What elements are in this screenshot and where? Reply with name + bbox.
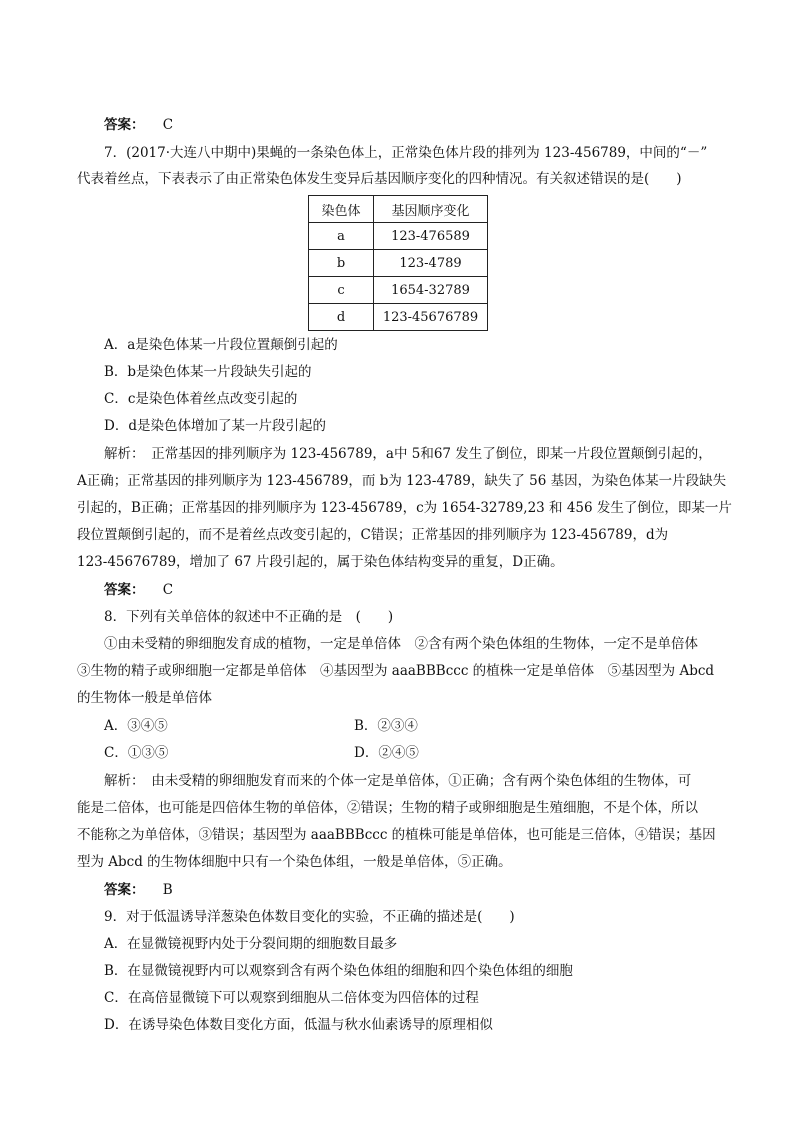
table-cell: 123-4789: [374, 250, 488, 277]
q9-stem: 9．对于低温诱导洋葱染色体数目变化的实验，不正确的描述是( ): [104, 909, 515, 925]
table-header: 染色体: [309, 196, 374, 223]
q7-option-c: C．c是染色体着丝点改变引起的: [104, 391, 298, 407]
answer-label: 答案：: [104, 117, 145, 133]
table-row: [309, 250, 488, 277]
q8-statement-line-2: ③生物的精子或卵细胞一定都是单倍体 ④基因型为 aaaBBBccc 的植株一定是单倍体 ⑤基因型为 Abcd: [77, 663, 715, 679]
answer-8: [104, 880, 173, 900]
table-cell: c: [309, 277, 374, 304]
q9-option-a: A．在显微镜视野内处于分裂间期的细胞数目最多: [104, 936, 398, 952]
table-cell: b: [309, 250, 374, 277]
q7-analysis-line-1: 解析： 正常基因的排列顺序为 123-456789，a中 5和67 发生了倒位，即某一片段位置颠倒引起的，: [104, 446, 712, 462]
q7-analysis-line-4: 段位置颠倒引起的，而不是着丝点改变引起的，C错误；正常基因的排列顺序为 123-456789，d为: [77, 527, 669, 543]
q9-option-d: D．在诱导染色体数目变化方面，低温与秋水仙素诱导的原理相似: [104, 1017, 493, 1033]
chromosome-table: [308, 195, 488, 331]
q7-option-d: D．d是染色体增加了某一片段引起的: [104, 418, 326, 434]
q8-statement-line-1: ①由未受精的卵细胞发育成的植物，一定是单倍体 ②含有两个染色体组的生物体，一定不是单倍体: [104, 636, 698, 652]
answer-7: [104, 580, 173, 600]
table-header: 基因顺序变化: [374, 196, 488, 223]
table-cell: d: [309, 304, 374, 331]
answer-label: 答案：: [104, 882, 145, 898]
table-row: [309, 223, 488, 250]
q8-option-c: C．①③⑤: [104, 745, 169, 761]
q7-option-b: B．b是染色体某一片段缺失引起的: [104, 364, 312, 380]
q8-option-d: D．②④⑤: [354, 745, 419, 761]
q8-analysis-line-4: 型为 Abcd 的生物体细胞中只有一个染色体组，一般是单倍体，⑤正确。: [77, 854, 512, 870]
table-row: [309, 277, 488, 304]
q8-analysis-line-2: 能是二倍体，也可能是四倍体生物的单倍体，②错误；生物的精子或卵细胞是生殖细胞，不是个体，所以: [77, 800, 698, 816]
q7-analysis-line-5: 123-45676789，增加了 67 片段引起的，属于染色体结构变异的重复，D正确。: [77, 554, 564, 570]
table-cell: a: [309, 223, 374, 250]
answer-6: [104, 115, 173, 135]
q8-option-b: B．②③④: [354, 718, 418, 734]
table-cell: 123-45676789: [374, 304, 488, 331]
q7-stem-line-1: 7．(2017·大连八中期中)果蝇的一条染色体上，正常染色体片段的排列为 123-456789，中间的“－”: [104, 145, 708, 161]
q7-analysis-line-3: 引起的，B正确；正常基因的排列顺序为 123-456789，c为 1654-32789,23 和 456 发生了倒位，即某一片: [77, 500, 732, 516]
answer-label: 答案：: [104, 582, 145, 598]
answer-value: B: [162, 882, 173, 898]
q7-stem-line-2: 代表着丝点，下表表示了由正常染色体发生变异后基因顺序变化的四种情况。有关叙述错误的是( ): [77, 171, 682, 187]
table-cell: 1654-32789: [374, 277, 488, 304]
table-header-row: [309, 196, 488, 223]
q8-option-a: A．③④⑤: [104, 718, 168, 734]
q9-option-c: C．在高倍显微镜下可以观察到细胞从二倍体变为四倍体的过程: [104, 990, 479, 1006]
answer-value: C: [162, 582, 174, 598]
table-row: [309, 304, 488, 331]
q9-option-b: B．在显微镜视野内可以观察到含有两个染色体组的细胞和四个染色体组的细胞: [104, 963, 573, 979]
q7-analysis-line-2: A正确；正常基因的排列顺序为 123-456789，而 b为 123-4789，缺失了 56 基因，为染色体某一片段缺失: [77, 473, 727, 489]
table-cell: 123-476589: [374, 223, 488, 250]
q7-option-a: A．a是染色体某一片段位置颠倒引起的: [104, 337, 338, 353]
q8-analysis-line-3: 不能称之为单倍体，③错误；基因型为 aaaBBBccc 的植株可能是单倍体，也可能是三倍体，④错误；基因: [77, 827, 716, 843]
answer-value: C: [162, 117, 174, 133]
q8-stem: 8．下列有关单倍体的叙述中不正确的是 ( ): [104, 609, 394, 625]
q8-analysis-line-1: 解析： 由未受精的卵细胞发育而来的个体一定是单倍体，①正确；含有两个染色体组的生物体，可: [104, 773, 692, 789]
q8-statement-line-3: 的生物体一般是单倍体: [77, 690, 212, 706]
